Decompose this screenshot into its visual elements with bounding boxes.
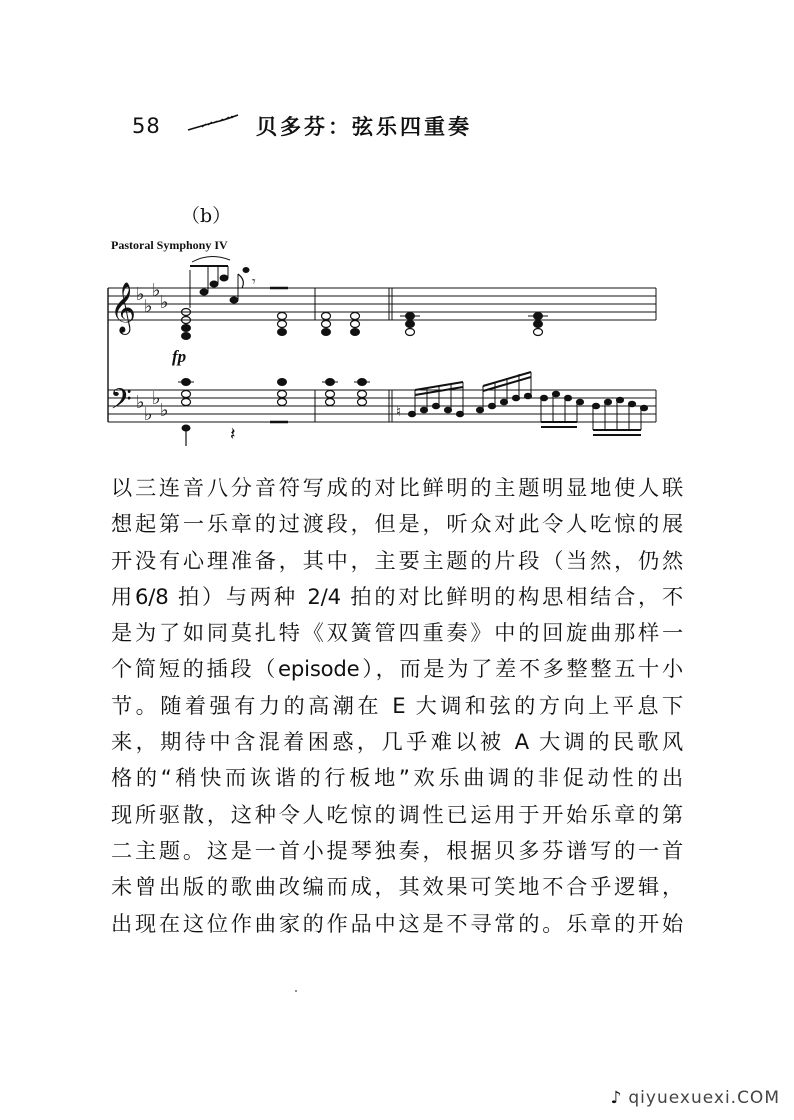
text-line: 个简短的插段（episode），而是为了差不多整整五十小 — [111, 656, 683, 682]
watermark-text: qiyuexuexi.COM — [628, 1088, 780, 1108]
example-label: （b） — [181, 205, 232, 227]
svg-text:𝄽: 𝄽 — [230, 424, 236, 445]
text-line: 以三连音八分音符写成的对比鲜明的主题明显地使人联 — [111, 475, 683, 500]
svg-text:♭: ♭ — [136, 392, 145, 413]
scan-speck — [295, 990, 297, 992]
text-line: 是为了如同莫扎特《双簧管四重奏》中的回旋曲那样一 — [111, 620, 683, 646]
page-header — [0, 0, 794, 150]
measure-3-treble — [400, 313, 548, 336]
treble-clef-icon: 𝄞 — [110, 282, 137, 333]
text-line: 想起第一乐章的过渡段，但是，听众对此令人吃惊的展 — [111, 511, 683, 537]
svg-text:♭: ♭ — [160, 400, 169, 421]
svg-text:♭: ♭ — [160, 292, 169, 313]
piece-title: Pastoral Symphony IV — [111, 238, 228, 252]
svg-text:♭: ♭ — [144, 404, 153, 425]
svg-text:♮: ♮ — [396, 404, 402, 420]
svg-text:𝄾: 𝄾 — [252, 274, 256, 290]
body-paragraph — [111, 470, 683, 942]
text-line: 来，期待中含混着困惑，几乎难以被 A 大调的民歌风 — [111, 729, 683, 755]
key-signature-bass-icon — [136, 388, 169, 425]
text-line: 现所驱散，这种令人吃惊的调性已运用于开始乐章的第 — [111, 801, 683, 827]
measure-1-treble — [182, 256, 289, 339]
measure-2-treble — [322, 313, 360, 336]
watermark — [611, 1088, 780, 1108]
text-line: 用6/8 拍）与两种 2/4 拍的对比鲜明的构思相结合，不 — [111, 583, 683, 609]
header-ornament-icon — [186, 113, 242, 133]
measure-1-bass — [178, 379, 288, 447]
running-head: 贝多芬：弦乐四重奏 — [256, 115, 472, 139]
measure-2-bass — [322, 379, 370, 406]
page-number: 58 — [132, 114, 161, 138]
bass-clef-icon: 𝄢 — [110, 383, 132, 423]
music-score — [100, 250, 670, 450]
dynamic-marking: fp — [172, 347, 187, 366]
text-line: 格的“稍快而诙谐的行板地”欢乐曲调的非促动性的出 — [111, 765, 683, 791]
text-line: 未曾出版的歌曲改编而成，其效果可笑地不合乎逻辑， — [111, 874, 683, 900]
text-line: 出现在这位作曲家的作品中这是不寻常的。乐章的开始 — [111, 910, 683, 936]
measure-3-bass — [396, 372, 648, 435]
svg-text:♭: ♭ — [136, 284, 145, 305]
watermark-logo-icon: ♪ — [610, 1088, 623, 1108]
text-line: 二主题。这是一首小提琴独奏，根据贝多芬谱写的一首 — [111, 837, 683, 863]
svg-text:♭: ♭ — [152, 388, 161, 409]
svg-text:♭: ♭ — [152, 280, 161, 301]
svg-text:♭: ♭ — [144, 296, 153, 317]
text-line: 节。随着强有力的高潮在 E 大调和弦的方向上平息下 — [111, 692, 683, 718]
text-line: 开没有心理准备，其中，主要主题的片段（当然，仍然 — [111, 547, 683, 573]
